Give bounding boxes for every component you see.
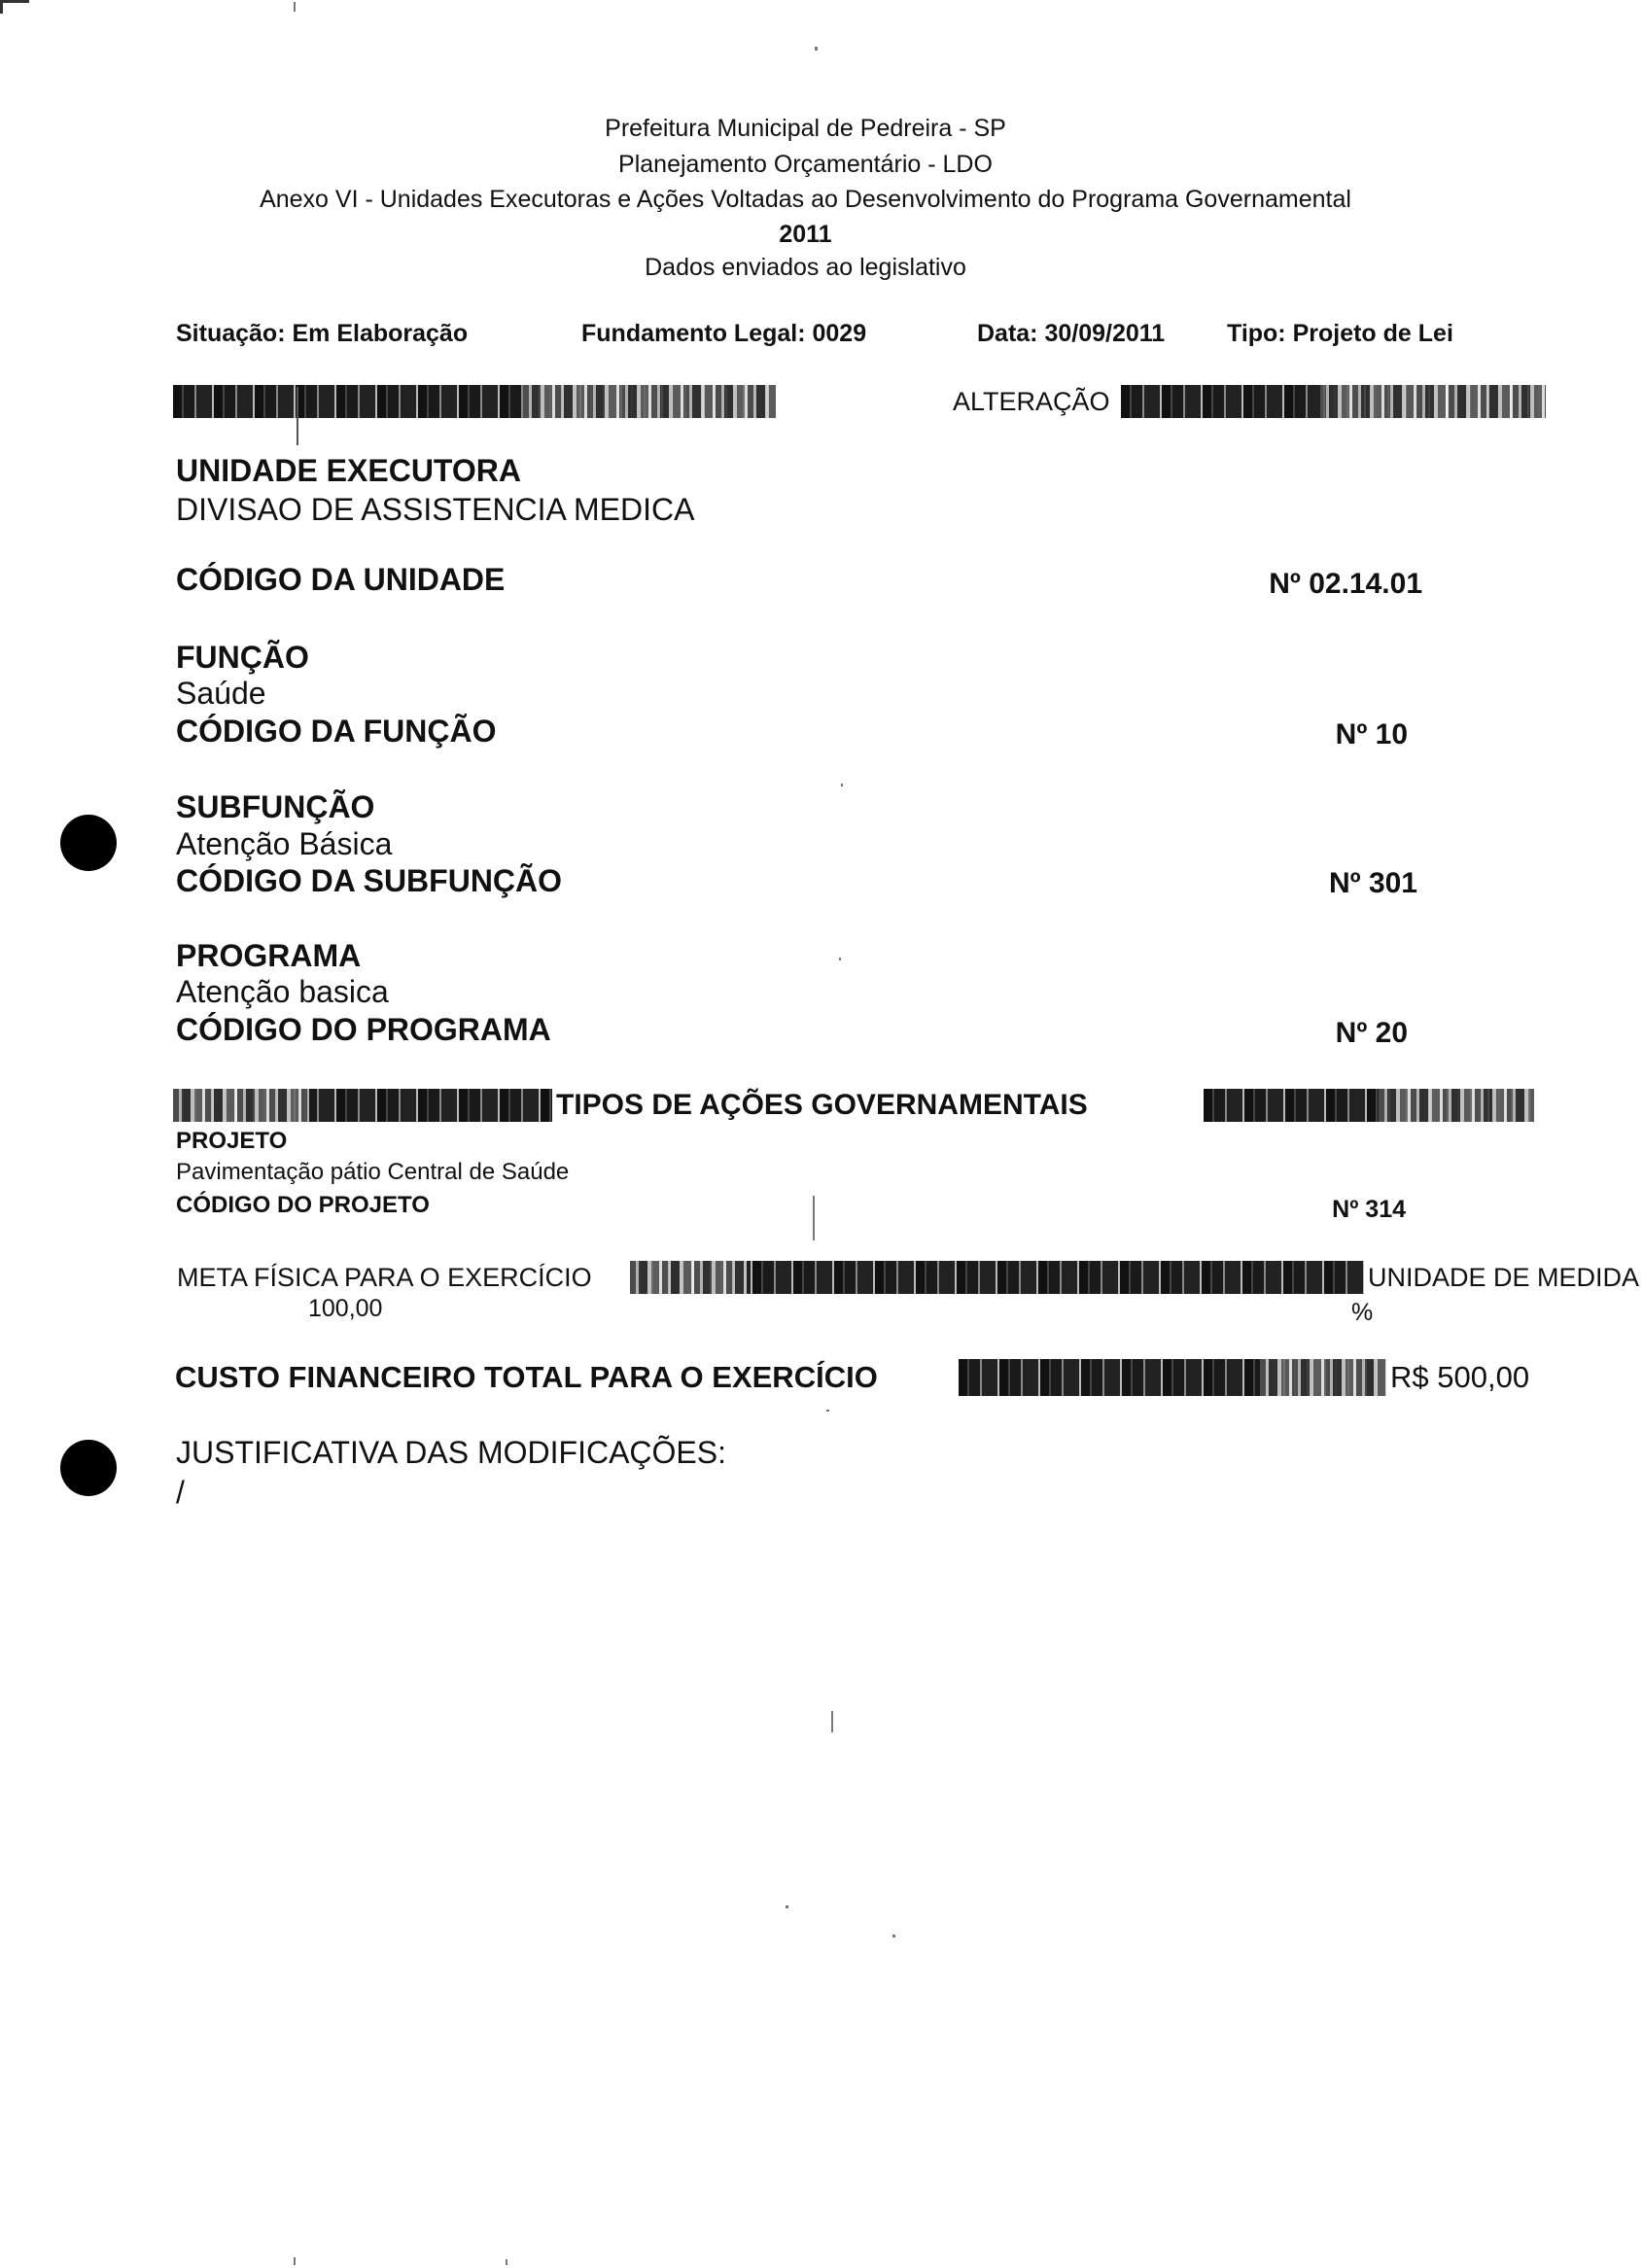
- funcao-code-label: CÓDIGO DA FUNÇÃO: [176, 714, 497, 749]
- subfuncao-code-value: Nº 301: [1328, 867, 1417, 899]
- projeto-code-label: CÓDIGO DO PROJETO: [176, 1192, 430, 1218]
- hole-punch-bottom: [60, 1440, 117, 1496]
- scan-corner-mark: [0, 0, 29, 3]
- subfuncao-code-label: CÓDIGO DA SUBFUNÇÃO: [176, 863, 563, 898]
- status-tipo: Tipo: Projeto de Lei: [1227, 320, 1453, 347]
- justificativa-value: /: [176, 1475, 185, 1510]
- projeto-code-value: Nº 314: [1332, 1196, 1406, 1223]
- alteracao-label: ALTERAÇÃO: [949, 385, 1114, 418]
- unidade-code-label: CÓDIGO DA UNIDADE: [176, 562, 506, 597]
- meta-label: META FÍSICA PARA O EXERCÍCIO: [173, 1261, 596, 1294]
- meta-unit-value: %: [1351, 1299, 1374, 1326]
- meta-unit-label: UNIDADE DE MEDIDA: [1364, 1261, 1643, 1294]
- tipos-acoes-bar: [173, 1089, 1534, 1122]
- justificativa-label: JUSTIFICATIVA DAS MODIFICAÇÕES:: [176, 1435, 726, 1470]
- subfuncao-value: Atenção Básica: [176, 826, 393, 861]
- header-prefeitura: Prefeitura Municipal de Pedreira - SP: [605, 115, 1006, 142]
- meta-bar: [173, 1261, 1640, 1294]
- programa-value: Atenção basica: [176, 974, 389, 1009]
- unidade-value: DIVISAO DE ASSISTENCIA MEDICA: [176, 492, 695, 527]
- status-situacao: Situação: Em Elaboração: [176, 320, 469, 347]
- subfuncao-title: SUBFUNÇÃO: [176, 789, 375, 824]
- custo-value: R$ 500,00: [1386, 1359, 1533, 1396]
- header-planejamento: Planejamento Orçamentário - LDO: [618, 151, 993, 178]
- programa-code-label: CÓDIGO DO PROGRAMA: [176, 1012, 551, 1047]
- projeto-value: Pavimentação pátio Central de Saúde: [176, 1159, 570, 1185]
- hole-punch-top: [60, 815, 117, 871]
- programa-title: PROGRAMA: [176, 938, 362, 973]
- meta-value: 100,00: [308, 1295, 383, 1322]
- unidade-code-value: Nº 02.14.01: [1269, 568, 1422, 600]
- custo-bar: [171, 1359, 1532, 1396]
- funcao-value: Saúde: [176, 676, 266, 711]
- status-fundamento: Fundamento Legal: 0029: [581, 320, 867, 347]
- header-year: 2011: [779, 221, 832, 248]
- programa-code-value: Nº 20: [1335, 1017, 1408, 1049]
- header-anexo: Anexo VI - Unidades Executoras e Ações Voltadas ao Desenvolvimento do Programa Governamental: [260, 186, 1351, 213]
- funcao-title: FUNÇÃO: [176, 640, 309, 675]
- header-dados: Dados enviados ao legislativo: [645, 254, 966, 281]
- alteracao-bar: [173, 385, 1546, 418]
- unidade-title: UNIDADE EXECUTORA: [176, 453, 521, 488]
- custo-label: CUSTO FINANCEIRO TOTAL PARA O EXERCÍCIO: [171, 1359, 882, 1396]
- funcao-code-value: Nº 10: [1335, 718, 1408, 750]
- tipos-acoes-label: TIPOS DE AÇÕES GOVERNAMENTAIS: [552, 1089, 1092, 1122]
- status-data: Data: 30/09/2011: [977, 320, 1166, 347]
- projeto-title: PROJETO: [176, 1128, 288, 1154]
